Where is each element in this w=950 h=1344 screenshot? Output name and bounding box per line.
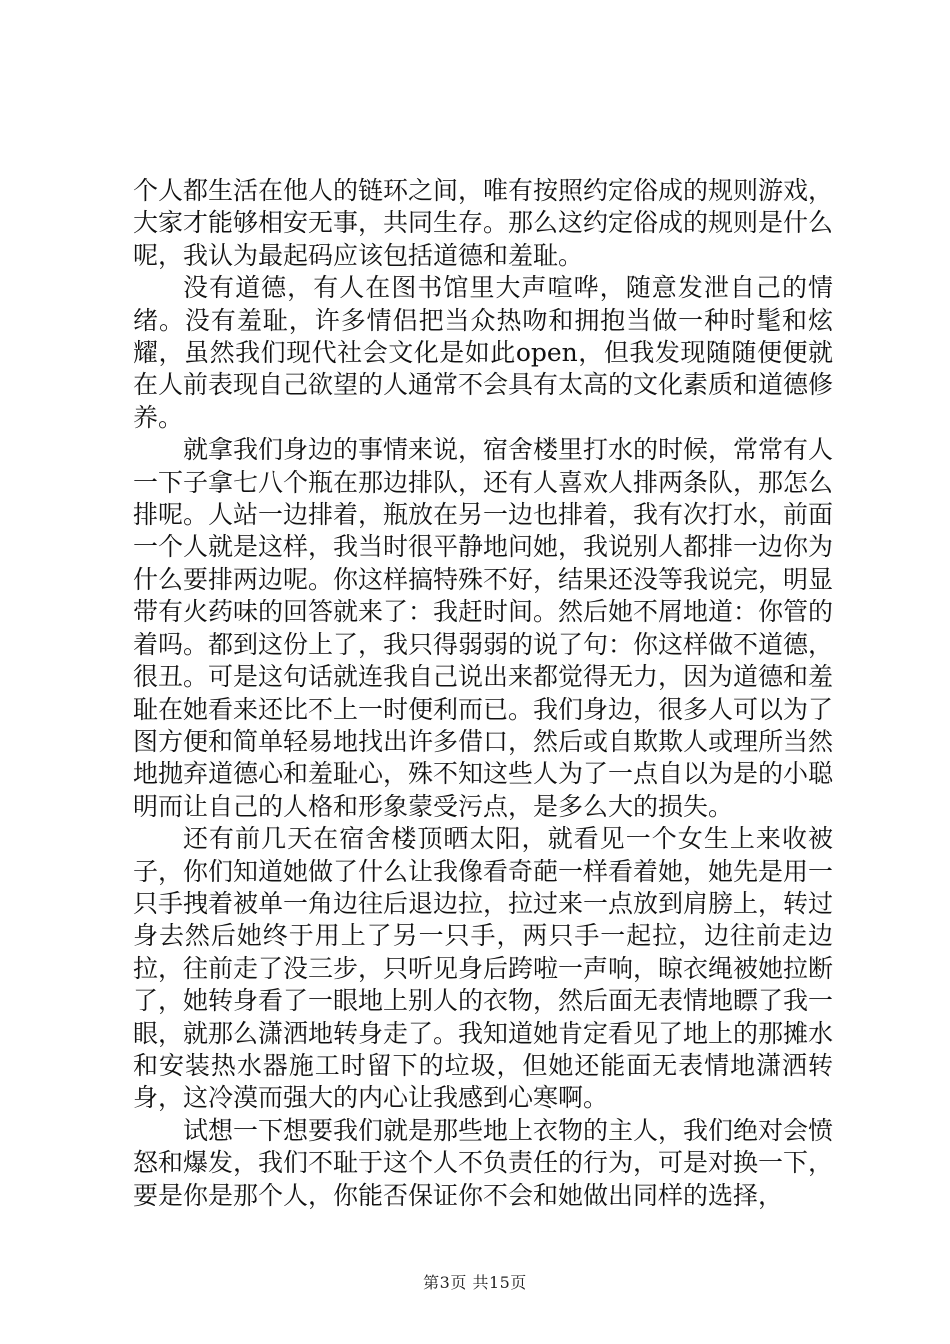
- paragraph-1: 个人都生活在他人的链环之间，唯有按照约定俗成的规则游戏，大家才能够相安无事，共同生存。那么这约定俗成的规则是什么呢，我认为最起码应该包括道德和羞耻。: [133, 176, 834, 270]
- page-number-footer: 第3页 共15页: [423, 1273, 527, 1292]
- paragraph-2: 没有道德，有人在图书馆里大声喧哗，随意发泄自己的情绪。没有羞耻，许多情侣把当众热吻和拥抱当做一种时髦和炫耀，虽然我们现代社会文化是如此open，但我发现随随便便就在人前表现自己欲望的人通常不会具有太高的文化素质和道德修养。: [133, 273, 834, 432]
- body-text: [133, 175, 833, 1212]
- paragraph-5: 试想一下想要我们就是那些地上衣物的主人，我们绝对会愤怒和爆发，我们不耻于这个人不负责任的行为，可是对换一下，要是你是那个人，你能否保证你不会和她做出同样的选择，: [133, 1115, 834, 1210]
- paragraph-3: 就拿我们身边的事情来说，宿舍楼里打水的时候，常常有人一下子拿七八个瓶在那边排队，还有人喜欢人排两条队，那怎么排呢。人站一边排着，瓶放在另一边也排着，我有次打水，前面一个人就是这样，我当时很平静地问她，我说别人都排一边你为什么要排两边呢。你这样搞特殊不好，结果还没等我说完，明显带有火药味的回答就来了：我赶时间。然后她不屑地道：你管的着吗。都到这份上了，我只得弱弱的说了句：你这样做不道德，很丑。可是这句话就连我自己说出来都觉得无力，因为道德和羞耻在她看来还比不上一时便利而已。我们身边，很多人可以为了图方便和简单轻易地找出许多借口，然后或自欺欺人或理所当然地抛弃道德心和羞耻心，殊不知这些人为了一点自以为是的小聪明而让自己的人格和形象蒙受污点，是多么大的损失。: [133, 435, 834, 821]
- paragraph-4: 还有前几天在宿舍楼顶晒太阳，就看见一个女生上来收被子，你们知道她做了什么让我像看奇葩一样看着她，她先是用一只手拽着被单一角边往后退边拉，拉过来一点放到肩膀上，转过身去然后她终于用上了另一只手，两只手一起拉，边往前走边拉，往前走了没三步，只听见身后跨啦一声响，晾衣绳被她拉断了，她转身看了一眼地上别人的衣物，然后面无表情地瞟了我一眼，就那么潇洒地转身走了。我知道她肯定看见了地上的那摊水和安装热水器施工时留下的垃圾，但她还能面无表情地潇洒转身，这冷漠而强大的内心让我感到心寒啊。: [133, 824, 834, 1113]
